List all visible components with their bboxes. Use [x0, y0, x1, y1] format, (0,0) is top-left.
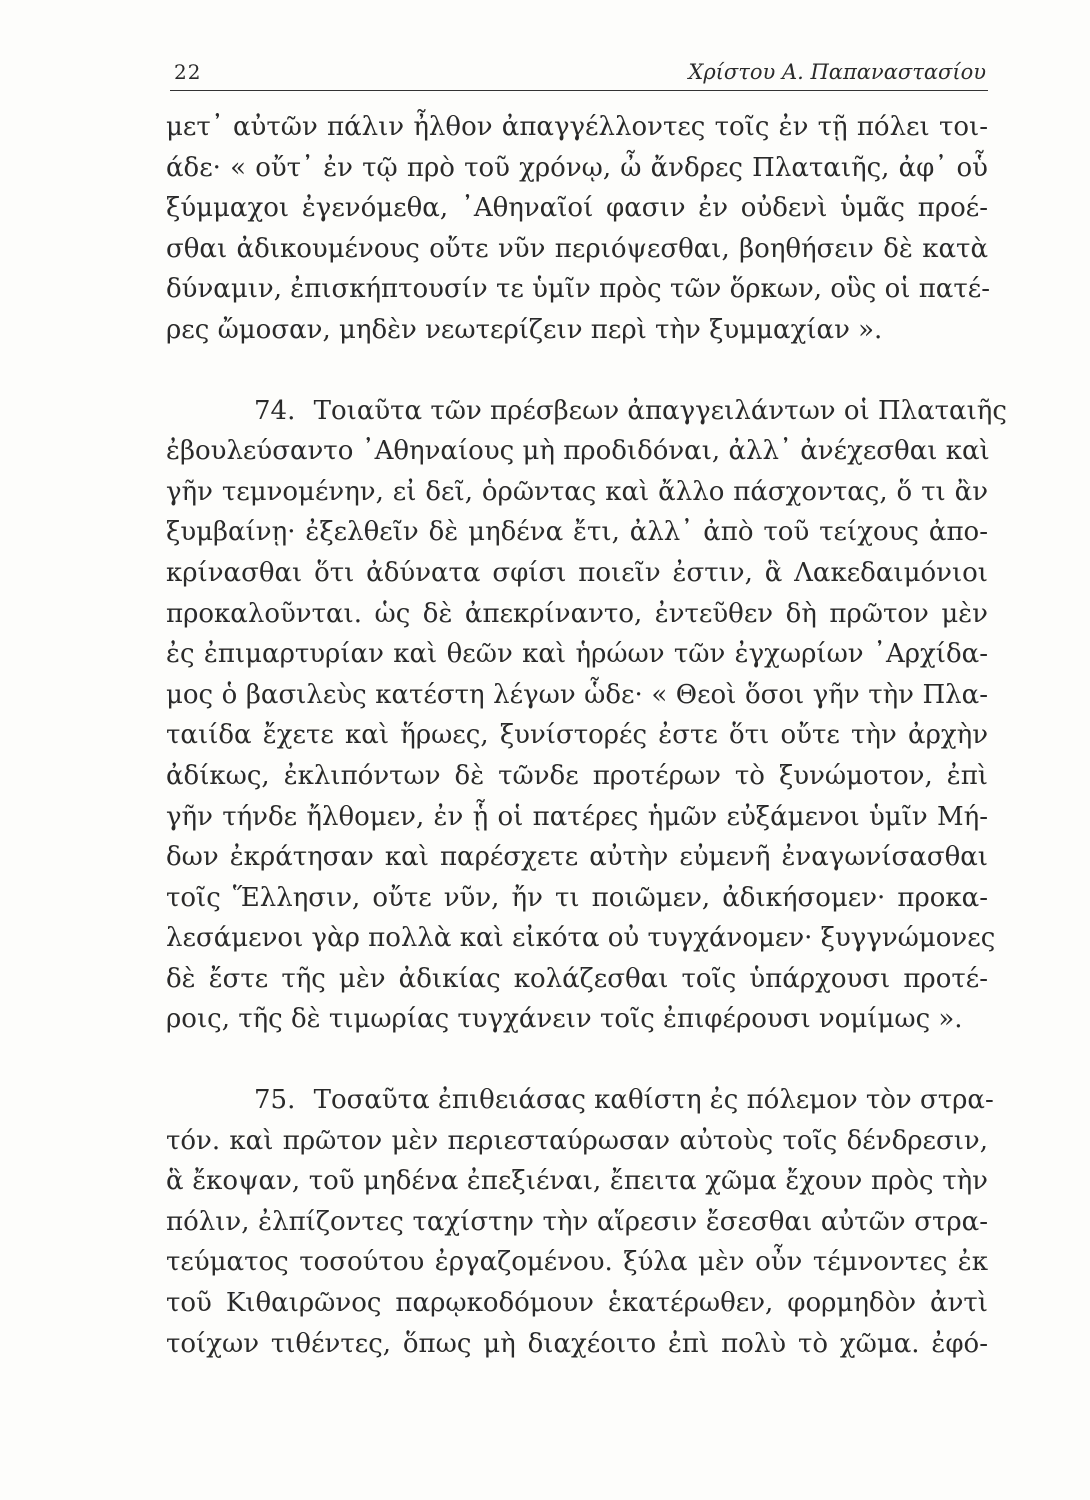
text-line: γῆν τήνδε ἤλθομεν, ἐν ᾗ οἱ πατέρες ἡμῶν εὐξάμενοι ὑμῖν Μή-: [166, 801, 988, 832]
paragraph-74: [166, 391, 1007, 1041]
text-line: προκαλοῦνται. ὡς δὲ ἀπεκρίναντο, ἐντεῦθεν δὴ πρῶτον μὲν: [166, 598, 988, 629]
text-line: άδε· « οὔτ᾽ ἐν τῷ πρὸ τοῦ χρόνῳ, ὦ ἄνδρες Πλαταιῆς, ἀφ᾽ οὗ: [166, 152, 988, 183]
text-line: τοῖς Ἕλλησιν, οὔτε νῦν, ἤν τι ποιῶμεν, ἀδικήσομεν· προκα-: [166, 882, 988, 913]
first-line-text: Τοσαῦτα ἐπιθειάσας καθίστη ἐς πόλεμον τὸν στρα-: [313, 1085, 994, 1116]
text-line: σθαι ἀδικουμένους οὔτε νῦν περιόψεσθαι, βοηθήσειν δὲ κατὰ: [166, 233, 988, 264]
text-line: τεύματος τοσούτου ἐργαζομένου. ξύλα μὲν οὖν τέμνοντες ἐκ: [166, 1247, 988, 1278]
text-line: ἀδίκως, ἐκλιπόντων δὲ τῶνδε προτέρων τὸ ξυνώμοτον, ἐπὶ: [166, 760, 988, 791]
text-line: γῆν τεμνομένην, εἰ δεῖ, ὁρῶντας καὶ ἄλλο πάσχοντας, ὅ τι ἂν: [166, 476, 988, 507]
text-line: λεσάμενοι γὰρ πολλὰ καὶ εἰκότα οὐ τυγχάνομεν· ξυγγνώμονες: [166, 923, 996, 954]
text-line: [166, 391, 1007, 432]
text-line: ξυμβαίνῃ· ἐξελθεῖν δὲ μηδένα ἔτι, ἀλλ᾽ ἀπὸ τοῦ τείχους ἀπο-: [166, 517, 988, 548]
text-line: δύναμιν, ἐπισκήπτουσίν τε ὑμῖν πρὸς τῶν ὅρκων, οὓς οἱ πατέ-: [166, 274, 991, 305]
text-line: τοῦ Κιθαιρῶνος παρῳκοδόμουν ἑκατέρωθεν, φορμηδὸν ἀντὶ: [166, 1288, 988, 1319]
body-text: [166, 107, 1007, 1364]
text-line: τόν. καὶ πρῶτον μὲν περιεσταύρωσαν αὐτοὺς τοῖς δένδρεσιν,: [166, 1125, 988, 1156]
text-line: ἐβουλεύσαντο ᾽Αθηναίους μὴ προδιδόναι, ἀλλ᾽ ἀνέχεσθαι καὶ: [166, 436, 990, 467]
page-header: [170, 56, 988, 91]
text-line: ροις, τῆς δὲ τιμωρίας τυγχάνειν τοῖς ἐπιφέρουσι νομίμως ».: [166, 1004, 963, 1035]
page-number: 22: [174, 60, 202, 84]
section-number: 74.: [254, 395, 296, 426]
paragraph-75: [166, 1080, 994, 1364]
text-line: ταιίδα ἔχετε καὶ ἥρωες, ξυνίστορές ἐστε ὅτι οὔτε τὴν ἀρχὴν: [166, 720, 988, 751]
text-line: ἐς ἐπιμαρτυρίαν καὶ θεῶν καὶ ἡρώων τῶν ἐγχωρίων ᾽Αρχίδα-: [166, 639, 988, 670]
text-line: μετ᾽ αὐτῶν πάλιν ἦλθον ἀπαγγέλλοντες τοῖς ἐν τῇ πόλει τοι-: [166, 112, 988, 142]
text-line: δων ἐκράτησαν καὶ παρέσχετε αὐτὴν εὐμενῆ ἐναγωνίσασθαι: [166, 842, 988, 873]
text-line: τοίχων τιθέντες, ὅπως μὴ διαχέοιτο ἐπὶ πολὺ τὸ χῶμα. ἐφό-: [166, 1328, 988, 1359]
section-number: 75.: [254, 1085, 296, 1116]
text-line: ξύμμαχοι ἐγενόμεθα, ᾽Αθηναῖοί φασιν ἐν οὐδενὶ ὑμᾶς προέ-: [166, 193, 988, 224]
first-line-text: Τοιαῦτα τῶν πρέσβεων ἀπαγγειλάντων οἱ Πλαταιῆς: [313, 395, 1007, 426]
text-line: δὲ ἔστε τῆς μὲν ἀδικίας κολάζεσθαι τοῖς ὑπάρχουσι προτέ-: [166, 963, 988, 994]
running-head: Χρίστου Α. Παπαναστασίου: [688, 60, 986, 84]
paragraph-continued: [166, 107, 991, 351]
text-line: κρίνασθαι ὅτι ἀδύνατα σφίσι ποιεῖν ἐστιν, ἃ Λακεδαιμόνιοι: [166, 557, 988, 588]
text-line: [166, 1080, 994, 1121]
text-line: μος ὁ βασιλεὺς κατέστη λέγων ὧδε· « Θεοὶ ὅσοι γῆν τὴν Πλα-: [166, 679, 988, 710]
text-line: πόλιν, ἐλπίζοντες ταχίστην τὴν αἵρεσιν ἔσεσθαι αὐτῶν στρα-: [166, 1206, 988, 1237]
text-line: ρες ὤμοσαν, μηδὲν νεωτερίζειν περὶ τὴν ξυμμαχίαν ».: [166, 314, 883, 345]
text-line: ἃ ἔκοψαν, τοῦ μηδένα ἐπεξιέναι, ἔπειτα χῶμα ἔχουν πρὸς τὴν: [166, 1166, 988, 1197]
